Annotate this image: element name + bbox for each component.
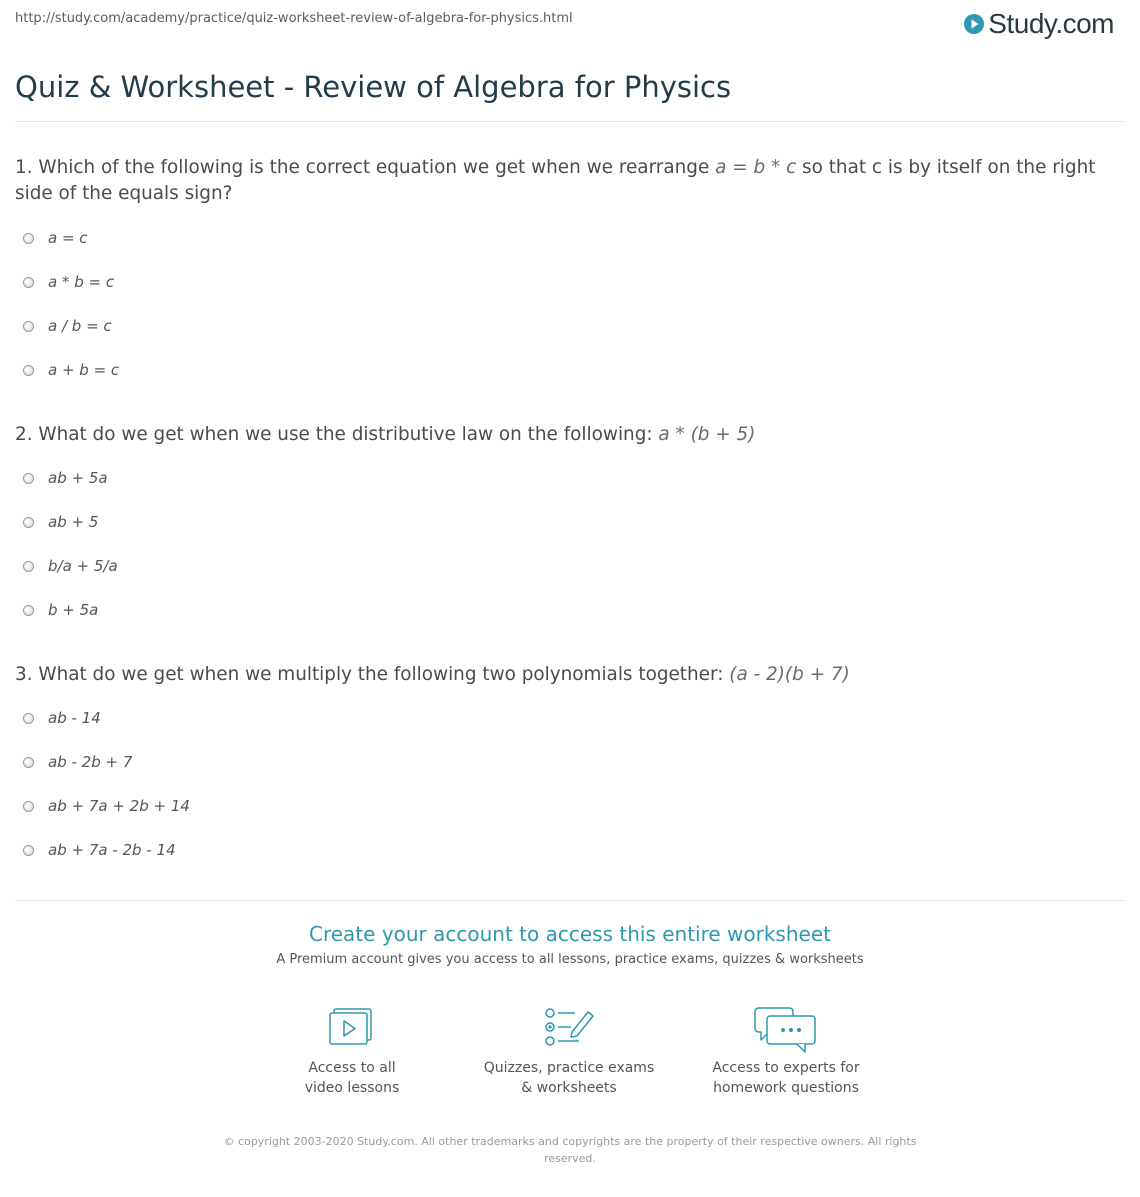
- question-text: 3. What do we get when we multiply the following two polynomials together: (a - 2)(b + 7): [15, 664, 850, 685]
- feature-experts: [676, 1006, 896, 1098]
- cta-subtitle: A Premium account gives you access to all lessons, practice exams, quizzes & worksheets: [276, 952, 864, 967]
- radio-button[interactable]: [23, 845, 34, 856]
- answer-choice[interactable]: ab + 5: [23, 513, 98, 531]
- logo-text: Study.com: [988, 8, 1114, 39]
- answer-choice[interactable]: a = c: [23, 229, 88, 247]
- feature-label: Quizzes, practice exams & worksheets: [483, 1060, 655, 1096]
- feature-quizzes: [459, 1006, 679, 1098]
- quiz-checklist-icon: [539, 1006, 599, 1050]
- page-title: Quiz & Worksheet - Review of Algebra for Physics: [15, 70, 732, 104]
- feature-label: Access to experts for homework questions: [712, 1060, 860, 1096]
- study-logo[interactable]: [963, 8, 1114, 40]
- answer-choice[interactable]: a + b = c: [23, 361, 119, 379]
- feature-video-lessons: [242, 1006, 462, 1098]
- top-bar: [0, 0, 1140, 60]
- cta-title[interactable]: Create your account to access this entire worksheet: [309, 922, 831, 946]
- radio-button[interactable]: [23, 473, 34, 484]
- radio-button[interactable]: [23, 605, 34, 616]
- answer-choice[interactable]: b/a + 5/a: [23, 557, 118, 575]
- feature-label: Access to all video lessons: [304, 1060, 400, 1096]
- radio-button[interactable]: [23, 321, 34, 332]
- radio-button[interactable]: [23, 561, 34, 572]
- question-3: [15, 662, 1115, 688]
- chat-experts-icon: [753, 1006, 819, 1056]
- page-url[interactable]: http://study.com/academy/practice/quiz-worksheet-review-of-algebra-for-physics.html: [15, 11, 573, 26]
- question-text: 2. What do we get when we use the distributive law on the following: a * (b + 5): [15, 424, 756, 445]
- answer-choice[interactable]: ab - 2b + 7: [23, 753, 132, 771]
- radio-button[interactable]: [23, 801, 34, 812]
- answer-choice[interactable]: b + 5a: [23, 601, 98, 619]
- divider: [15, 900, 1125, 901]
- answer-choice[interactable]: a / b = c: [23, 317, 112, 335]
- divider: [15, 121, 1125, 122]
- radio-button[interactable]: [23, 713, 34, 724]
- answer-choice[interactable]: ab + 7a - 2b - 14: [23, 841, 176, 859]
- radio-button[interactable]: [23, 277, 34, 288]
- copyright: © copyright 2003-2020 Study.com. All other trademarks and copyrights are the property of their respective owners. All rights reserved.: [223, 1135, 917, 1165]
- radio-button[interactable]: [23, 365, 34, 376]
- video-lessons-icon: [325, 1006, 379, 1050]
- question-1: [15, 155, 1115, 207]
- answer-choice[interactable]: ab + 7a + 2b + 14: [23, 797, 190, 815]
- signup-cta: [0, 922, 1140, 967]
- question-2: [15, 422, 1115, 448]
- question-text: 1. Which of the following is the correct equation we get when we rearrange a = b * c so that c is by itself on the right side of the equals sign?: [15, 157, 1096, 204]
- answer-choice[interactable]: ab + 5a: [23, 469, 108, 487]
- answer-choice[interactable]: ab - 14: [23, 709, 101, 727]
- radio-button[interactable]: [23, 517, 34, 528]
- radio-button[interactable]: [23, 757, 34, 768]
- play-circle-icon: [963, 13, 985, 35]
- radio-button[interactable]: [23, 233, 34, 244]
- answer-choice[interactable]: a * b = c: [23, 273, 114, 291]
